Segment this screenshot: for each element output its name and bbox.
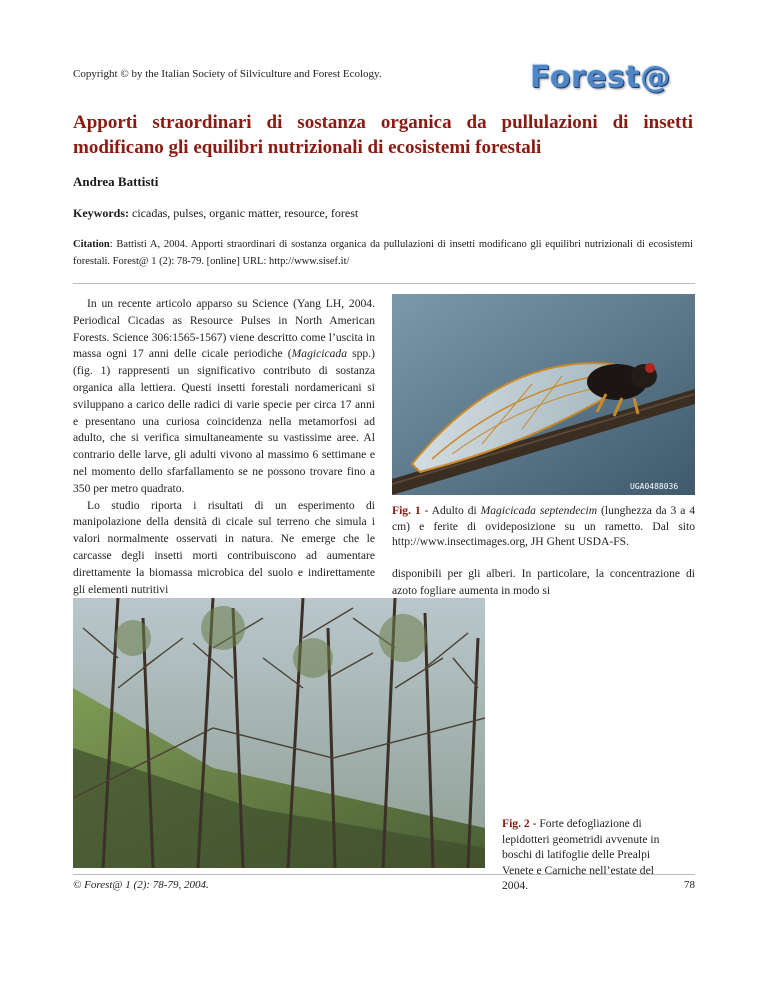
figure-1-label: Fig. 1: [392, 504, 421, 517]
footer-divider: [73, 874, 695, 875]
paragraph-2: Lo studio riporta i risultati di un esperimento di manipolazione della densità di cicale sul terreno che simula i valori normalmente osservati in natura. Ne emerge che le carcasse degli insetti morti contribuiscono ad aumentare direttamente la biomassa microbica del suolo e indirettamente gli elementi nutritivi: [73, 498, 375, 596]
cicada-illustration: [392, 294, 695, 495]
paragraph-1-text-b: spp.) (fig. 1) rappresenti un significativo contributo di sostanza organica alla lettiera. Questi insetti forestali nordamericani si sviluppano a carico delle radici di varie specie per circa 17 anni e presentano una curiosa coincidenza nella metamorfosi ad adulto, che si verifica simultaneamente su vastissime aree. Al contrario delle larve, gli adulti vivono al massimo 6 settimane e nel momento dello sfarfallamento se ne possono trovare fino a 350 per metro quadrato.: [73, 347, 375, 495]
figure-1-caption-a: - Adulto di: [420, 504, 481, 517]
paragraph-1-italic: Magicicada: [291, 347, 348, 361]
fig1-watermark: UGA0488036: [630, 482, 679, 491]
figure-2-caption-text: - Forte defogliazione di lepidotteri geometridi avvenute in boschi di latifoglie delle Prealpi Venete e Carniche nell’estate del 2004.: [502, 817, 660, 892]
body-column-left: [73, 296, 375, 598]
body-column-right: disponibili per gli alberi. In particolare, la concentrazione di azoto fogliare aumenta in modo si: [392, 567, 695, 597]
page-number: 78: [684, 879, 695, 891]
figure-1-cicada-photo: [392, 294, 695, 495]
keywords-line: [73, 206, 358, 221]
copyright-notice: Copyright © by the Italian Society of Silviculture and Forest Ecology.: [73, 68, 382, 80]
figure-2-label: Fig. 2: [502, 817, 530, 830]
keywords-value: cicadas, pulses, organic matter, resource, forest: [132, 206, 359, 220]
journal-logo: Forest@: [530, 60, 671, 95]
article-author: Andrea Battisti: [73, 174, 159, 189]
keywords-label: Keywords:: [73, 206, 129, 220]
citation-label: Citation: [73, 239, 110, 250]
paragraph-1: [73, 296, 375, 498]
citation-block: [73, 236, 693, 270]
defoliated-forest-illustration: [73, 598, 485, 868]
figure-1-caption-italic: Magicicada septendecim: [480, 504, 598, 517]
citation-text: : Battisti A, 2004. Apporti straordinari di sostanza organica da pullulazioni di insetti modificano gli equilibri nutrizionali di ecosistemi forestali. Forest@ 1 (2): 78-79. [online] URL: http://www.sisef.it/: [73, 239, 693, 267]
figure-1-caption-b: (lunghezza da 3 a 4 cm) e ferite di ovideposizione su un rametto. Dal sito http://www.insectimages.org, JH Ghent USDA-FS.: [392, 504, 696, 548]
figure-2-caption: [502, 816, 682, 894]
article-title: Apporti straordinari di sostanza organica da pullulazioni di insetti modificano gli equilibri nutrizionali di ecosistemi forestali: [73, 112, 693, 158]
header-divider: [73, 283, 695, 284]
figure-1-caption: [392, 503, 695, 550]
figure-2-forest-photo: [73, 598, 485, 868]
paragraph-1-text-a: In un recente articolo apparso su Science (Yang LH, 2004. Periodical Cicadas as Resource Pulses in North American Forests. Science 306:1565-1567) viene descritto come l’uscita in massa ogni 17 anni delle cicale periodiche (: [73, 297, 375, 361]
footer-journal-ref: © Forest@ 1 (2): 78-79, 2004.: [73, 879, 209, 891]
